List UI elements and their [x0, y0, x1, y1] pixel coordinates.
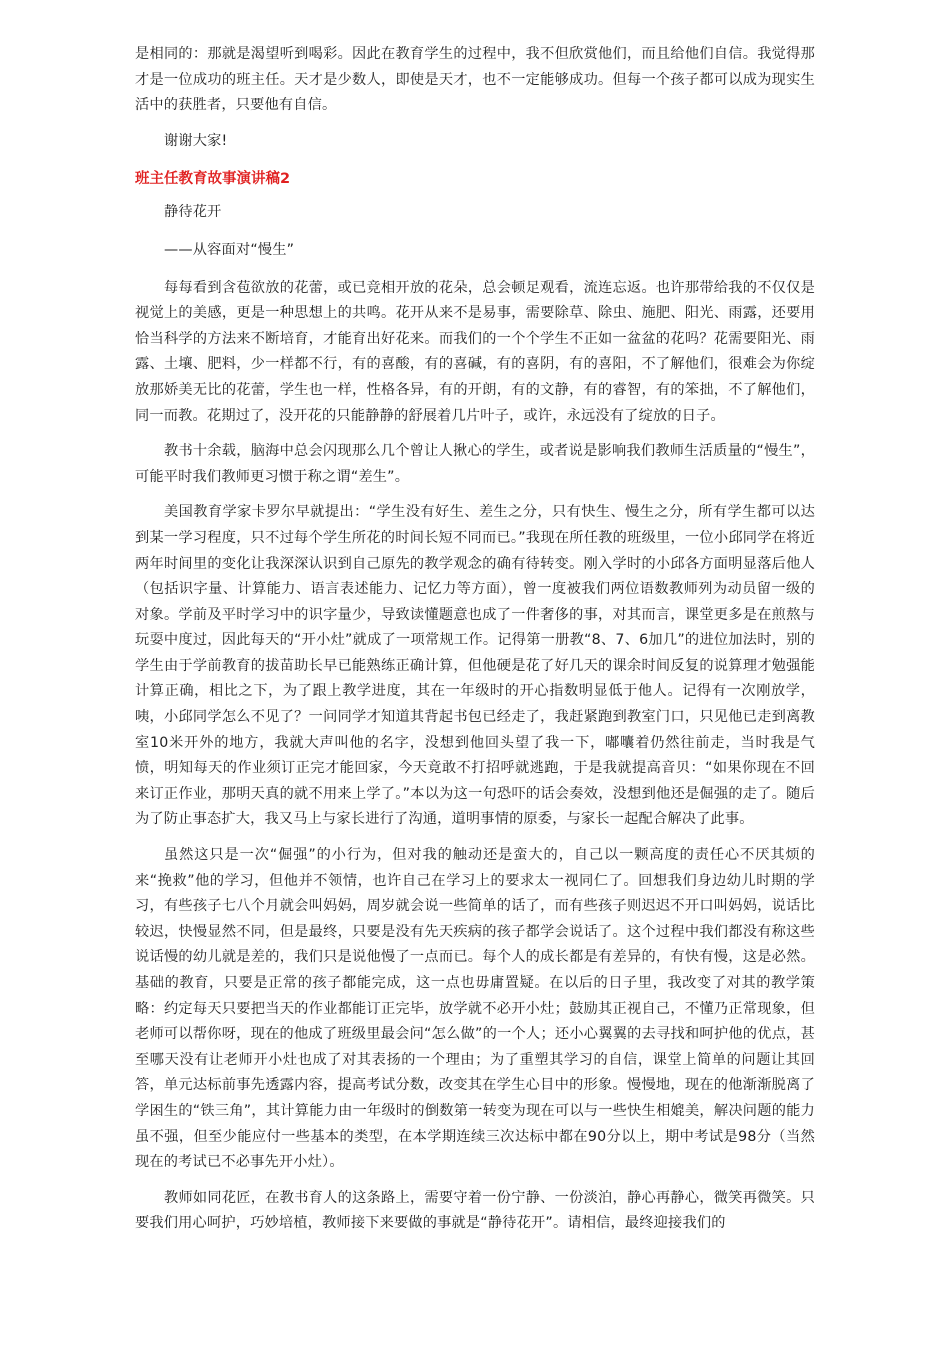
body-paragraph-5: 教师如同花匠，在教书育人的这条路上，需要守着一份宁静、一份淡泊，静心再静心，微笑再微笑。只要我们用心呵护，巧妙培植，教师接下来要做的事就是“静待花开”。请相信，最终迎接我们的 [135, 1189, 815, 1232]
story-subtitle: 静待花开 [164, 204, 222, 221]
thanks-line: 谢谢大家! [164, 132, 228, 149]
document-page [135, 42, 815, 1247]
intro-paragraph: 是相同的：那就是渴望听到喝彩。因此在教育学生的过程中，我不但欣赏他们，而且给他们自信。我觉得那才是一位成功的班主任。天才是少数人，即使是天才，也不一定能够成功。但每一个孩子都可以成为现实生活中的获胜者，只要他有自信。 [135, 46, 815, 114]
section-title: 班主任教育故事演讲稿2 [135, 171, 291, 188]
body-paragraph-1: 每每看到含苞欲放的花蕾，或已竞相开放的花朵，总会顿足观看，流连忘返。也许那带给我的不仅仅是视觉上的美感，更是一种思想上的共鸣。花开从来不是易事，需要除草、除虫、施肥、阳光、雨露，还要用恰当科学的方法来不断培育，才能育出好花来。而我们的一个个学生不正如一盆盆的花吗？花需要阳光、雨露、土壤、肥料，少一样都不行，有的喜酸，有的喜碱，有的喜阴，有的喜阳，不了解他们，很难会为你绽放那娇美无比的花蕾，学生也一样，性格各异，有的开朗，有的文静，有的睿智，有的笨拙，不了解他们，同一而教。花期过了，没开花的只能静静的舒展着几片叶子，或许，永远没有了绽放的日子。 [135, 279, 815, 424]
body-paragraph-2: 教书十余载，脑海中总会闪现那么几个曾让人揪心的学生，或者说是影响我们教师生活质量的“慢生”，可能平时我们教师更习惯于称之谓“差生”。 [135, 443, 815, 485]
body-paragraph-4: 虽然这只是一次“倔强”的小行为，但对我的触动还是蛮大的，自己以一颗高度的责任心不厌其烦的来“挽救”他的学习，但他并不领情，也许自己在学习上的要求太一视同仁了。回想我们身边幼儿时期的学习，有些孩子七八个月就会叫妈妈，周岁就会说一些简单的话了，而有些孩子则迟迟不开口叫妈妈，说话比较迟，快慢显然不同，但是最终，只要是没有先天疾病的孩子都学会说话了。这个过程中我们都没有称这些说话慢的幼儿就是差的，我们只是说他慢了一点而已。每个人的成长都是有差异的，有快有慢，这是必然。基础的教育，只要是正常的孩子都能完成，这一点也毋庸置疑。在以后的日子里，我改变了对其的教学策略：约定每天只要把当天的作业都能订正完毕，放学就不必开小灶；鼓励其正视自己，不懂乃正常现象，但老师可以帮你呀，现在的他成了班级里最会问“怎么做”的一个人；还小心翼翼的去寻找和呵护他的优点，甚至哪天没有让老师开小灶也成了对其表扬的一个理由；为了重塑其学习的自信，课堂上简单的问题让其回答，单元达标前事先透露内容，提高考试分数，改变其在学生心目中的形象。慢慢地，现在的他渐渐脱离了学困生的“铁三角”，其计算能力由一年级时的倒数第一转变为现在可以与一些快生相媲美，解决问题的能力虽不强，但至少能应付一些基本的类型，在本学期连续三次达标中都在90分以上，期中考试是98分（当然现在的考试已不必事先开小灶）。 [135, 847, 815, 1171]
story-byline: ——从容面对“慢生” [164, 241, 295, 258]
body-paragraph-3: 美国教育学家卡罗尔早就提出：“学生没有好生、差生之分，只有快生、慢生之分，所有学生都可以达到某一学习程度，只不过每个学生所花的时间长短不同而已。”我现在所任教的班级里，一位小邱同学在将近两年时间里的变化让我深深认识到自己原先的教学观念的确有待转变。刚入学时的小邱各方面明显落后他人（包括识字量、计算能力、语言表述能力、记忆力等方面），曾一度被我们两位语数教师列为动员留一级的对象。学前及平时学习中的识字量少，导致读懂题意也成了一件奢侈的事，对其而言，课堂更多是在煎熬与玩耍中度过，因此每天的“开小灶”就成了一项常规工作。记得第一册教“8、7、6加几”的进位加法时，别的学生由于学前教育的拔苗助长早已能熟练正确计算，但他硬是花了好几天的课余时间反复的说算理才勉强能计算正确，相比之下，为了跟上教学进度，其在一年级时的开心指数明显低于他人。记得有一次刚放学，咦，小邱同学怎么不见了？一问同学才知道其背起书包已经走了，我赶紧跑到教室门口，只见他已走到离教室10米开外的地方，我就大声叫他的名字，没想到他回头望了我一下，嘟囔着仍然往前走，当时我是气愤，明知每天的作业须订正完才能回家，今天竟敢不打招呼就逃跑，于是我就提高音贝：“如果你现在不回来订正作业，那明天真的就不用来上学了。”本以为这一句恐吓的话会奏效，没想到他还是倔强的走了。随后为了防止事态扩大，我又马上与家长进行了沟通，道明事情的原委，与家长一起配合解决了此事。 [135, 504, 815, 828]
